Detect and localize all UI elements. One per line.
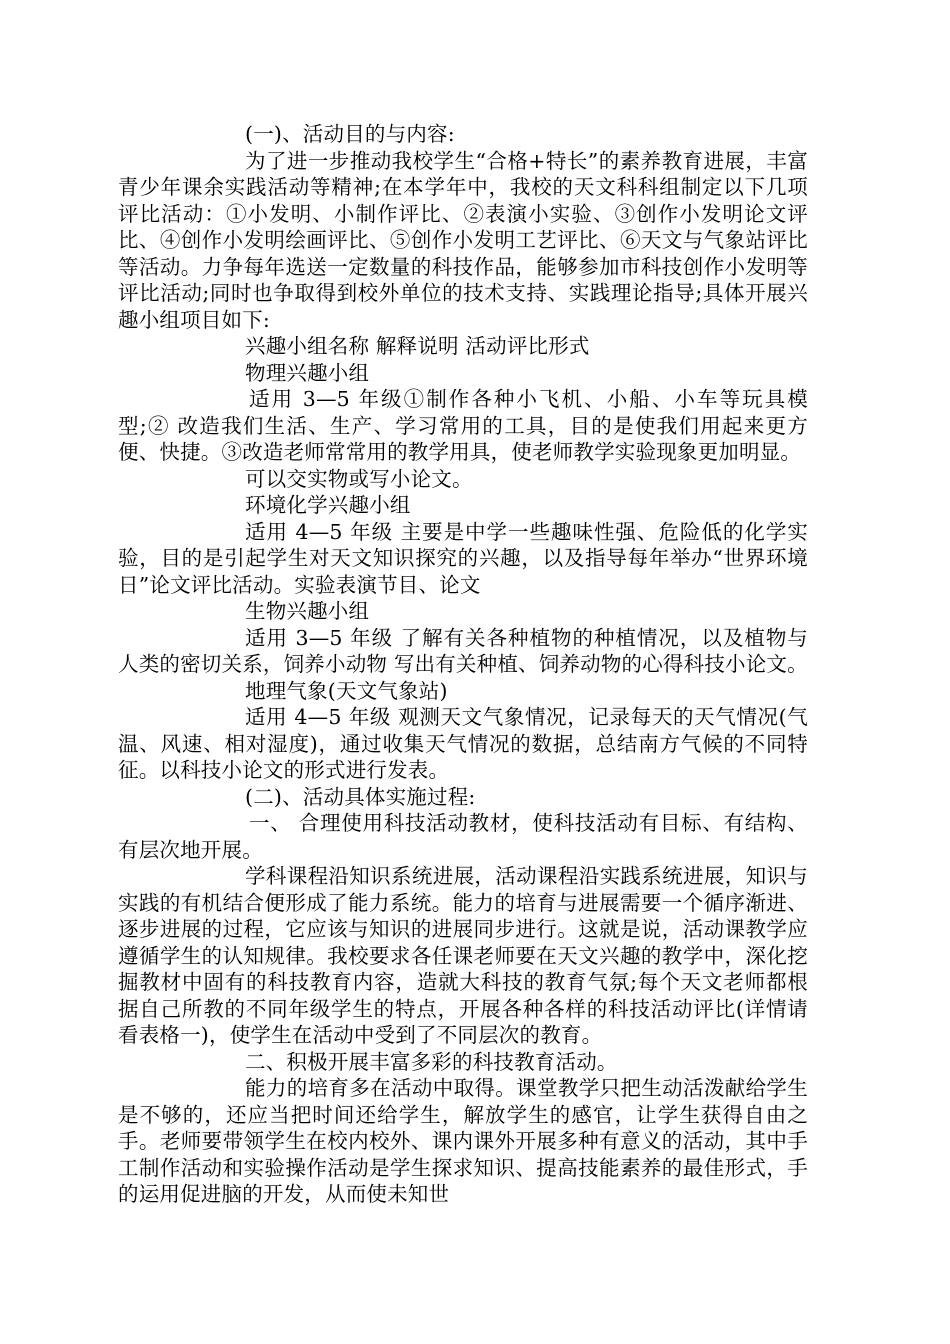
- group-desc-chemistry: 适用 4—5 年级 主要是中学一些趣味性强、危险低的化学实验，目的是引起学生对天文知识探究的兴趣，以及指导每年举办“世界环境日”论文评比活动。实验表演节目、论文: [118, 519, 808, 597]
- paragraph-curriculum: 学科课程沿知识系统进展，活动课程沿实践系统进展，知识与实践的有机结合便形成了能力系统。能力的培育与进展需要一个循序渐进、逐步进展的过程，它应该与知识的进展同步进行。这就是说，活动课教学应遵循学生的认知规律。我校要求各任课老师要在天文兴趣的教学中，深化挖掘教材中固有的科技教育内容，造就大科技的教育气氛;每个天文老师都根据自己所教的不同年级学生的特点，开展各种各样的科技活动评比(详情请看表格一)，使学生在活动中受到了不同层次的教育。: [118, 864, 808, 1047]
- section-heading-1: (一)、活动目的与内容:: [245, 122, 455, 146]
- group-desc-biology: 适用 3—5 年级 了解有关各种植物的种植情况，以及植物与人类的密切关系，饲养小动物 写出有关种植、饲养动物的心得科技小论文。: [118, 625, 808, 676]
- paragraph-intro: 为了进一步推动我校学生“合格+特长”的素养教育进展，丰富青少年课余实践活动等精神;在本学年中，我校的天文科科组制定以下几项评比活动：①小发明、小制作评比、②表演小实验、③创作小发明论文评比、④创作小发明绘画评比、⑤创作小发明工艺评比、⑥天文与气象站评比等活动。力争每年选送一定数量的科技作品，能够参加市科技创作小发明等评比活动;同时也争取得到校外单位的技术支持、实践理论指导;具体开展兴趣小组项目如下:: [118, 148, 808, 332]
- table-header-row: 兴趣小组名称 解释说明 活动评比形式: [245, 334, 590, 358]
- group-desc-geography: 适用 4—5 年级 观测天文气象情况，记录每天的天气情况(气温、风速、相对湿度)，通过收集天气情况的数据，总结南方气候的不同特征。以科技小论文的形式进行发表。: [118, 705, 808, 782]
- group-name-chemistry: 环境化学兴趣小组: [245, 493, 411, 517]
- subheading-2: 二、积极开展丰富多彩的科技教育活动。: [245, 1049, 618, 1074]
- section-heading-2: (二)、活动具体实施过程:: [245, 784, 476, 809]
- group-name-physics: 物理兴趣小组: [245, 360, 370, 385]
- group-name-biology: 生物兴趣小组: [245, 599, 370, 623]
- group-format-physics: 可以交实物或写小论文。: [245, 466, 473, 491]
- document-body: [118, 121, 808, 1208]
- group-name-geography: 地理气象(天文气象站): [245, 678, 448, 703]
- subheading-1: 一、 合理使用科技活动教材，使科技活动有目标、有结构、有层次地开展。: [118, 811, 808, 862]
- paragraph-activities: 能力的培育多在活动中取得。课堂教学只把生动活泼献给学生是不够的，还应当把时间还给学生，解放学生的感官，让学生获得自由之手。老师要带领学生在校内校外、课内课外开展多种有意义的活动，其中手工制作活动和实验操作活动是学生探求知识、提高技能素养的最佳形式，手的运用促进脑的开发，从而使未知世: [118, 1076, 808, 1206]
- group-desc-physics: 适用 3—5 年级①制作各种小飞机、小船、小车等玩具模型;② 改造我们生活、生产、学习常用的工具，目的是使我们用起来更方便、快捷。③改造老师常常用的教学用具，使老师教学实验现象更加明显。: [118, 387, 808, 464]
